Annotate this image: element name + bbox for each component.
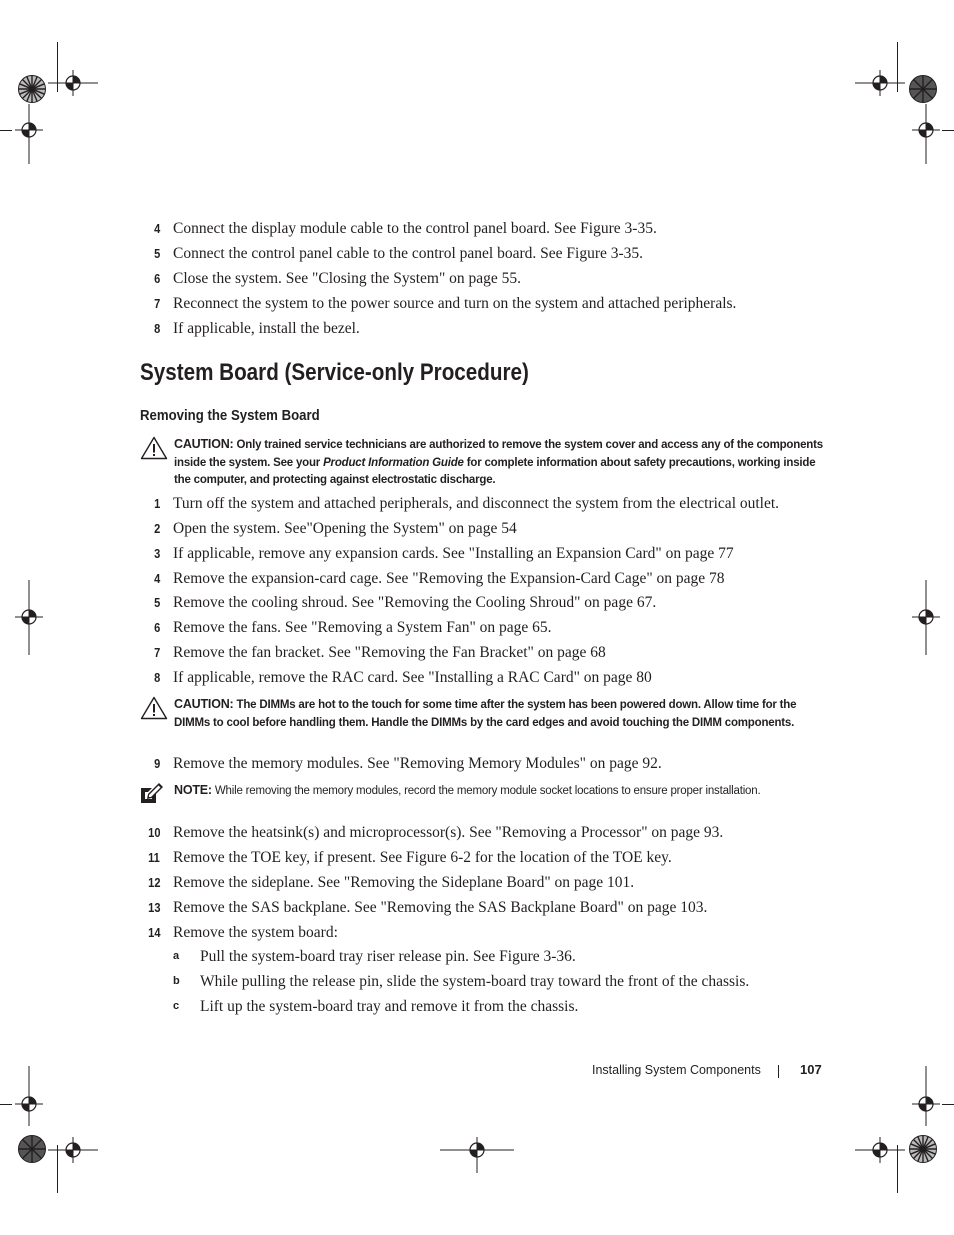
caution-label: CAUTION: — [174, 697, 234, 711]
footer-divider — [778, 1065, 779, 1078]
list-item — [0, 566, 954, 591]
registration-mark-icon — [440, 1137, 514, 1173]
registration-mark-icon — [17, 1134, 47, 1164]
note-notice — [140, 782, 830, 818]
step-text: Remove the fan bracket. See "Removing the Fan Bracket" on page 68 — [173, 644, 606, 661]
list-item — [0, 944, 954, 969]
list-item — [0, 870, 954, 895]
registration-mark-icon — [855, 1137, 905, 1163]
registration-mark-icon — [17, 74, 47, 104]
substep-letter: b — [173, 975, 180, 987]
section-heading: System Board (Service-only Procedure) — [140, 359, 529, 386]
step-text: Turn off the system and attached peripherals, and disconnect the system from the electrical outlet. — [173, 495, 780, 512]
registration-mark-icon — [908, 1134, 938, 1164]
step-text: If applicable, install the bezel. — [173, 320, 360, 337]
list-item — [0, 216, 954, 241]
crop-line — [0, 130, 12, 131]
step-number: 6 — [153, 271, 160, 286]
caution-text-part: The DIMMs are hot to the touch for some time after the system has been powered down. Allow time for the DIMMs to cool before handling them. Handle the DIMMs by the card edges and avoid touching the DIMM components. — [174, 699, 797, 729]
step-text: Remove the cooling shroud. See "Removing the Cooling Shroud" on page 67. — [173, 594, 657, 611]
caution-label: CAUTION: — [174, 437, 234, 451]
caution-text — [174, 696, 834, 732]
step-text: Remove the system board: — [173, 924, 338, 941]
registration-mark-icon — [15, 104, 43, 164]
list-item — [0, 665, 954, 690]
registration-mark-icon — [48, 70, 98, 96]
registration-mark-icon — [912, 104, 940, 164]
list-item — [0, 969, 954, 994]
step-number: 7 — [153, 645, 160, 660]
step-number: 1 — [153, 496, 160, 511]
step-number: 2 — [153, 521, 160, 536]
note-text-part: While removing the memory modules, record the memory module socket locations to ensure proper installation. — [211, 785, 761, 797]
step-number: 4 — [153, 221, 160, 236]
list-item — [0, 994, 954, 1019]
registration-mark-icon — [855, 70, 905, 96]
note-label: NOTE: — [174, 783, 212, 797]
step-text: Remove the SAS backplane. See "Removing the SAS Backplane Board" on page 103. — [173, 899, 708, 916]
list-item — [0, 751, 954, 776]
step-text: Open the system. See"Opening the System" on page 54 — [173, 520, 517, 537]
list-item — [0, 316, 954, 341]
step-number: 4 — [153, 571, 160, 586]
registration-mark-icon — [908, 74, 938, 104]
list-item — [0, 516, 954, 541]
step-text: Remove the fans. See "Removing a System Fan" on page 65. — [173, 619, 552, 636]
list-item — [0, 491, 954, 516]
step-number: 7 — [153, 296, 160, 311]
step-number: 14 — [147, 925, 160, 940]
step-text: Connect the control panel cable to the control panel board. See Figure 3-35. — [173, 245, 644, 262]
substep-letter: c — [173, 1000, 180, 1012]
list-item — [0, 615, 954, 640]
footer-section-title: Installing System Components — [592, 1063, 761, 1077]
step-number: 11 — [148, 850, 160, 865]
page-footer — [0, 1060, 954, 1080]
caution-text-part: for complete information about safety precautions, working inside the computer, and protecting against electrostatic discharge. — [174, 456, 816, 486]
subsection-heading: Removing the System Board — [140, 407, 320, 424]
step-text: If applicable, remove any expansion cards. See "Installing an Expansion Card" on page 77 — [173, 545, 734, 562]
caution-text-part: Only trained service technicians are authorized to remove the system cover and access any of the components inside the system. See your — [174, 439, 823, 469]
step-number: 5 — [153, 595, 160, 610]
step-text: If applicable, remove the RAC card. See "Installing a RAC Card" on page 80 — [173, 669, 652, 686]
registration-mark-icon — [48, 1137, 98, 1163]
step-text: Connect the display module cable to the control panel board. See Figure 3-35. — [173, 220, 657, 237]
crop-line — [0, 1104, 12, 1105]
step-text: While pulling the release pin, slide the system-board tray toward the front of the chassis. — [200, 973, 750, 990]
note-text — [174, 782, 834, 801]
step-number: 9 — [153, 756, 160, 771]
caution-notice — [140, 696, 830, 750]
list-item — [0, 820, 954, 845]
step-text: Reconnect the system to the power source and turn on the system and attached peripherals. — [173, 295, 737, 312]
step-text: Remove the expansion-card cage. See "Removing the Expansion-Card Cage" on page 78 — [173, 570, 725, 587]
step-number: 8 — [153, 321, 160, 336]
caution-text — [174, 436, 834, 490]
step-text: Pull the system-board tray riser release pin. See Figure 3-36. — [200, 948, 576, 965]
caution-notice — [140, 436, 830, 491]
crop-line — [942, 1104, 954, 1105]
list-item — [0, 241, 954, 266]
page-number: 107 — [800, 1062, 822, 1077]
list-item — [0, 895, 954, 920]
warning-triangle-icon — [140, 696, 168, 720]
step-number: 13 — [147, 900, 160, 915]
warning-triangle-icon — [140, 436, 168, 460]
crop-line — [942, 130, 954, 131]
list-item — [0, 541, 954, 566]
step-number: 3 — [153, 546, 160, 561]
step-number: 12 — [147, 875, 160, 890]
list-item — [0, 590, 954, 615]
substep-letter: a — [173, 950, 180, 962]
step-number: 6 — [153, 620, 160, 635]
step-text: Lift up the system-board tray and remove it from the chassis. — [200, 998, 579, 1015]
pencil-note-icon — [140, 782, 164, 804]
document-reference: Product Information Guide — [323, 456, 464, 469]
step-number: 8 — [153, 670, 160, 685]
list-item — [0, 640, 954, 665]
list-item — [0, 920, 954, 945]
list-item — [0, 291, 954, 316]
step-text: Close the system. See "Closing the System" on page 55. — [173, 270, 522, 287]
step-number: 5 — [153, 246, 160, 261]
step-text: Remove the TOE key, if present. See Figure 6-2 for the location of the TOE key. — [173, 849, 672, 866]
step-text: Remove the heatsink(s) and microprocessor(s). See "Removing a Processor" on page 93. — [173, 824, 724, 841]
step-text: Remove the sideplane. See "Removing the Sideplane Board" on page 101. — [173, 874, 635, 891]
step-text: Remove the memory modules. See "Removing Memory Modules" on page 92. — [173, 755, 662, 772]
list-item — [0, 266, 954, 291]
list-item — [0, 845, 954, 870]
step-number: 10 — [147, 825, 160, 840]
